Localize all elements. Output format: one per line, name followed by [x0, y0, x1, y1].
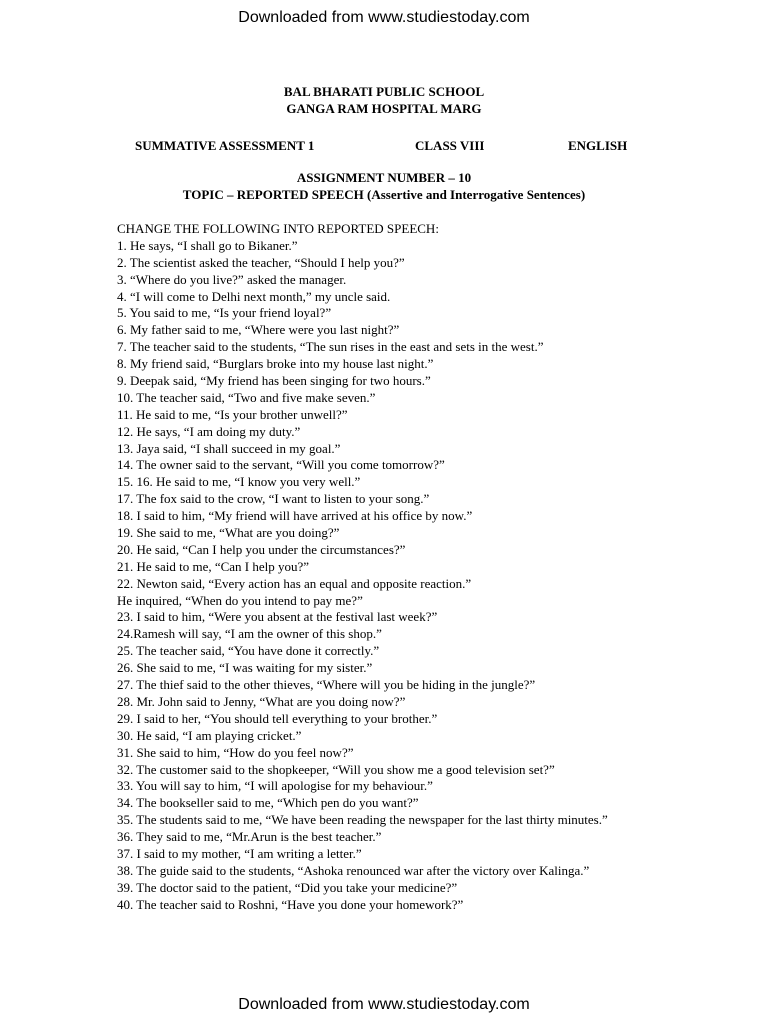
list-item: 13. Jaya said, “I shall succeed in my goal.”: [117, 440, 341, 456]
list-item: 22. Newton said, “Every action has an equal and opposite reaction.”: [117, 575, 472, 591]
list-item: 39. The doctor said to the patient, “Did you take your medicine?”: [117, 879, 458, 895]
list-item: 37. I said to my mother, “I am writing a letter.”: [117, 845, 362, 861]
list-item: 7. The teacher said to the students, “The sun rises in the east and sets in the west.”: [117, 339, 544, 355]
list-item: 12. He says, “I am doing my duty.”: [117, 423, 301, 439]
list-item: He inquired, “When do you intend to pay me?”: [117, 592, 363, 608]
list-item: 9. Deepak said, “My friend has been singing for two hours.”: [117, 373, 431, 389]
list-item: 4. “I will come to Delhi next month,” my uncle said.: [117, 288, 391, 304]
list-item: 40. The teacher said to Roshni, “Have you done your homework?”: [117, 896, 464, 912]
list-item: 30. He said, “I am playing cricket.”: [117, 727, 302, 743]
footer-banner: Downloaded from www.studiestoday.com: [238, 996, 530, 1013]
list-item: 25. The teacher said, “You have done it correctly.”: [117, 643, 380, 659]
list-item: 8. My friend said, “Burglars broke into my house last night.”: [117, 356, 434, 372]
list-item: 38. The guide said to the students, “Ashoka renounced war after the victory over Kalinga.”: [117, 862, 590, 878]
class-label: CLASS VIII: [415, 138, 485, 153]
list-item: 21. He said to me, “Can I help you?”: [117, 558, 310, 574]
list-item: 1. He says, “I shall go to Bikaner.”: [117, 237, 298, 253]
assignment-number: ASSIGNMENT NUMBER – 10: [296, 170, 472, 185]
instruction: CHANGE THE FOLLOWING INTO REPORTED SPEECH:: [117, 221, 439, 236]
list-item: 6. My father said to me, “Where were you last night?”: [117, 322, 400, 338]
list-item: 23. I said to him, “Were you absent at the festival last week?”: [117, 609, 438, 625]
list-item: 26. She said to me, “I was waiting for my sister.”: [117, 660, 373, 676]
list-item: 34. The bookseller said to me, “Which pen do you want?”: [117, 795, 419, 811]
list-item: 2. The scientist asked the teacher, “Should I help you?”: [117, 254, 405, 270]
list-item: 18. I said to him, “My friend will have arrived at his office by now.”: [117, 508, 473, 524]
assessment-label: SUMMATIVE ASSESSMENT 1: [135, 138, 315, 153]
list-item: 17. The fox said to the crow, “I want to listen to your song.”: [117, 491, 430, 507]
list-item: 11. He said to me, “Is your brother unwell?”: [117, 406, 348, 422]
list-item: 35. The students said to me, “We have been reading the newspaper for the last thirty minutes.”: [117, 812, 608, 828]
header-banner: Downloaded from www.studiestoday.com: [238, 9, 530, 26]
list-item: 10. The teacher said, “Two and five make seven.”: [117, 389, 376, 405]
list-item: 29. I said to her, “You should tell everything to your brother.”: [117, 710, 438, 726]
school-name: BAL BHARATI PUBLIC SCHOOL: [283, 84, 485, 99]
list-item: 36. They said to me, “Mr.Arun is the best teacher.”: [117, 829, 382, 845]
topic-heading: TOPIC – REPORTED SPEECH (Assertive and Interrogative Sentences): [182, 187, 586, 202]
list-item: 28. Mr. John said to Jenny, “What are you doing now?”: [117, 693, 406, 709]
list-item: 33. You will say to him, “I will apologise for my behaviour.”: [117, 778, 433, 794]
list-item: 14. The owner said to the servant, “Will you come tomorrow?”: [117, 457, 445, 473]
list-item: 20. He said, “Can I help you under the circumstances?”: [117, 541, 406, 557]
subject-label: ENGLISH: [568, 138, 628, 153]
list-item: 27. The thief said to the other thieves, “Where will you be hiding in the jungle?”: [117, 677, 536, 693]
list-item: 5. You said to me, “Is your friend loyal?”: [117, 305, 332, 321]
list-item: 31. She said to him, “How do you feel now?”: [117, 744, 354, 760]
question-list: [117, 221, 617, 914]
list-item: 3. “Where do you live?” asked the manager.: [117, 271, 347, 287]
school-address: GANGA RAM HOSPITAL MARG: [286, 101, 482, 116]
list-item: 24.Ramesh will say, “I am the owner of this shop.”: [117, 626, 382, 642]
list-item: 19. She said to me, “What are you doing?”: [117, 525, 340, 541]
list-item: 15. 16. He said to me, “I know you very well.”: [117, 474, 361, 490]
list-item: 32. The customer said to the shopkeeper, “Will you show me a good television set?”: [117, 761, 555, 777]
